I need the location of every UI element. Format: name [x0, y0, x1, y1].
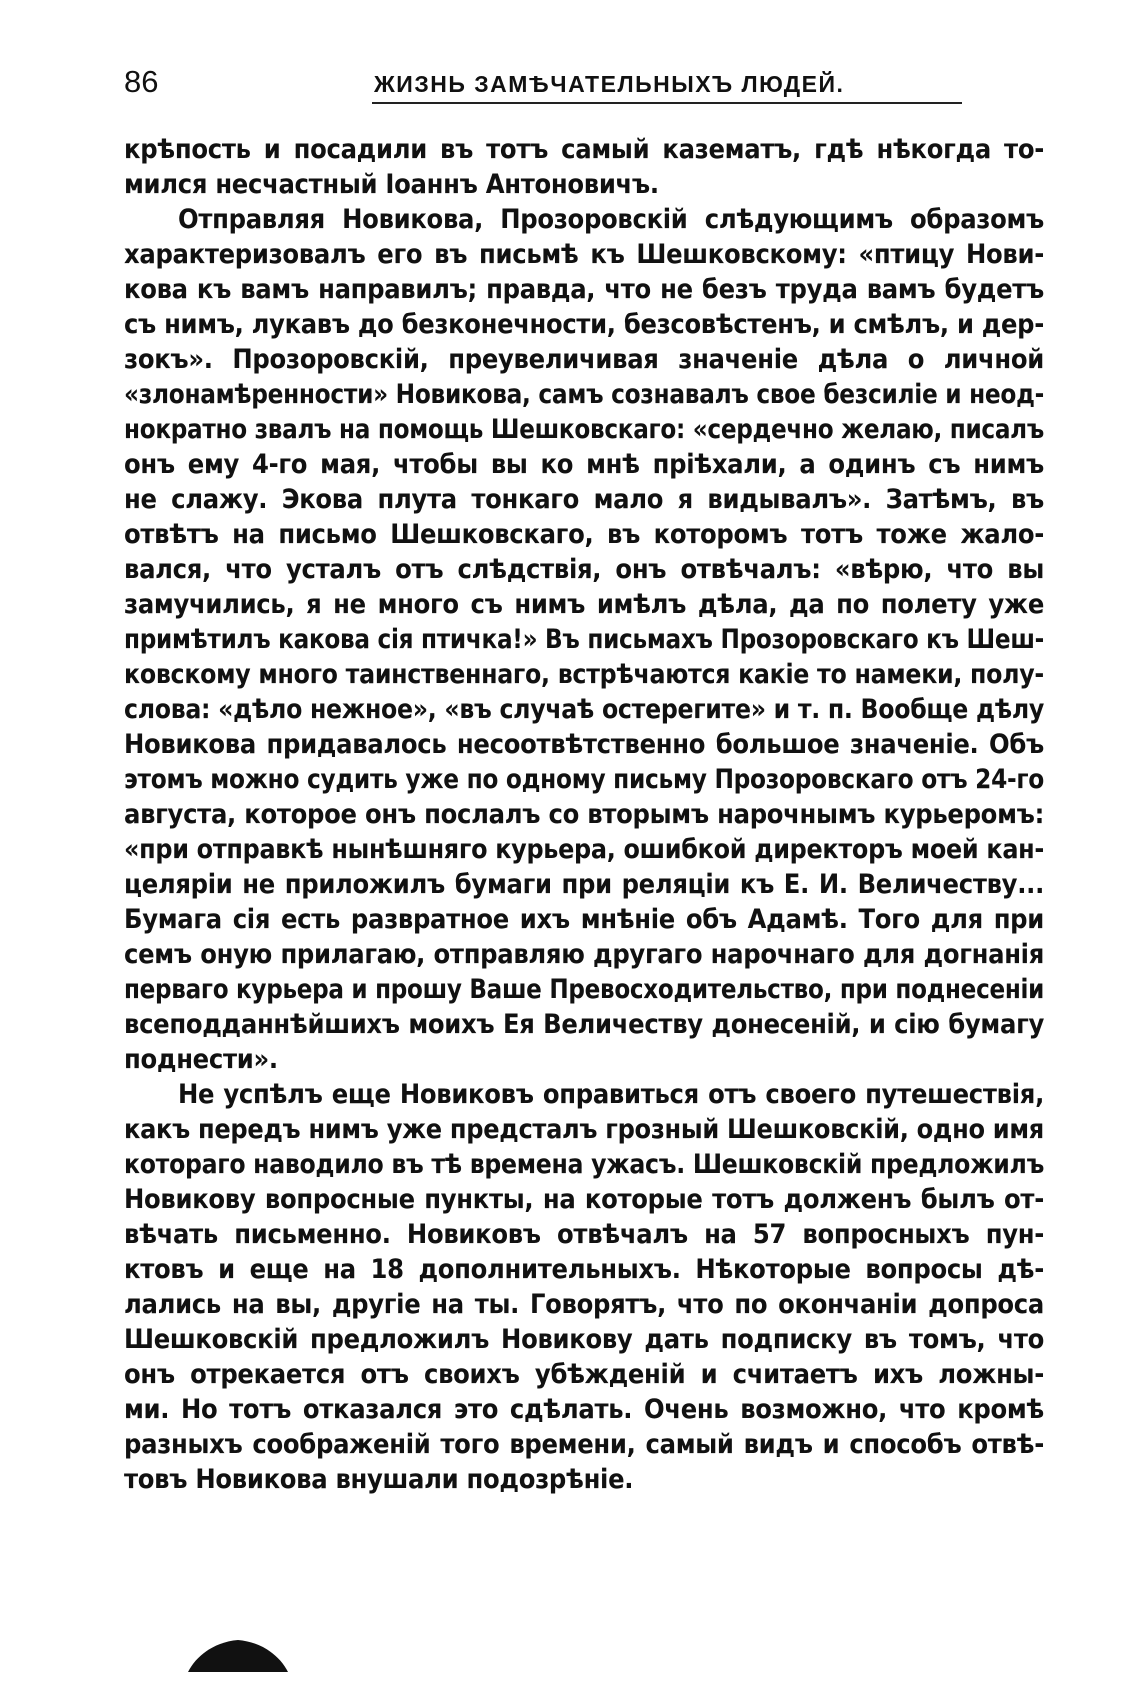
text-line: целяріи не приложилъ бумаги при реляціи къ Е. И. Величеству...: [124, 869, 1044, 900]
text-line: вался, что усталъ отъ слѣдствія, онъ отвѣчалъ: «вѣрю, что вы: [124, 554, 1044, 585]
text-line: «при отправкѣ нынѣшняго курьера, ошибкой директоръ моей кан-: [124, 834, 1045, 865]
text-line: съ нимъ, лукавъ до безконечности, безсовѣстенъ, и смѣлъ, и дер-: [124, 309, 1044, 340]
body-text: [124, 132, 1044, 1497]
text-line: разныхъ соображеній того времени, самый видъ и способъ отвѣ-: [124, 1429, 1044, 1460]
text-line: отвѣтъ на письмо Шешковскаго, въ которомъ тотъ тоже жало-: [124, 519, 1044, 550]
text-line: слова: «дѣло нежное», «въ случаѣ остерегите» и т. п. Вообще дѣлу: [124, 694, 1045, 725]
running-title: ЖИЗНЬ ЗАМѢЧАТЕЛЬНЫХЪ ЛЮДЕЙ.: [374, 71, 845, 97]
text-line: котораго наводило въ тѣ времена ужасъ. Шешковскій предложилъ: [124, 1149, 1045, 1180]
text-line: этомъ можно судить уже по одному письму Прозоровскаго отъ 24-го: [124, 764, 1045, 795]
text-line: товъ Новикова внушали подозрѣніе.: [124, 1464, 634, 1495]
text-line: крѣпость и посадили въ тотъ самый казематъ, гдѣ нѣкогда то-: [124, 134, 1044, 165]
text-line: всеподданнѣйшихъ моихъ Ея Величеству донесеній, и сію бумагу: [124, 1009, 1044, 1040]
text-line: не слажу. Экова плута тонкаго мало я видывалъ». Затѣмъ, въ: [124, 484, 1044, 515]
text-line: Новикова придавалось несоотвѣтственно большое значеніе. Объ: [124, 729, 1044, 760]
text-line: лались на вы, другіе на ты. Говорятъ, что по окончаніи допроса: [124, 1289, 1044, 1320]
text-line: Шешковскій предложилъ Новикову дать подписку въ томъ, что: [124, 1324, 1044, 1355]
text-line: Новикову вопросные пункты, на которые тотъ долженъ былъ от-: [124, 1184, 1044, 1215]
text-line: примѣтилъ какова сія птичка!» Въ письмахъ Прозоровскаго къ Шеш-: [124, 624, 1045, 655]
text-line: Отправляя Новикова, Прозоровскій слѣдующимъ образомъ: [178, 204, 1044, 235]
text-line: Бумага сія есть развратное ихъ мнѣніе объ Адамѣ. Того для при: [124, 904, 1044, 935]
text-line: ктовъ и еще на 18 дополнительныхъ. Нѣкоторые вопросы дѣ-: [124, 1254, 1044, 1285]
text-line: зокъ». Прозоровскій, преувеличивая значеніе дѣла о личной: [124, 344, 1044, 375]
text-line: кова къ вамъ направилъ; правда, что не безъ труда вамъ будетъ: [124, 274, 1044, 305]
text-line: ковскому много таинственнаго, встрѣчаются какіе то намеки, полу-: [124, 659, 1044, 690]
text-line: вѣчать письменно. Новиковъ отвѣчалъ на 57 вопросныхъ пун-: [124, 1219, 1044, 1250]
text-line: Не успѣлъ еще Новиковъ оправиться отъ своего путешествія,: [178, 1079, 1044, 1110]
text-line: нократно звалъ на помощь Шешковскаго: «сердечно желаю, писалъ: [124, 414, 1044, 445]
page-header: [124, 58, 1044, 106]
text-line: поднести».: [124, 1044, 278, 1075]
text-line: замучились, я не много съ нимъ имѣлъ дѣла, да по полету уже: [124, 589, 1044, 620]
text-line: мился несчастный Іоаннъ Антоновичъ.: [124, 169, 659, 200]
text-line: перваго курьера и прошу Ваше Превосходительство, при поднесеніи: [124, 974, 1045, 1005]
text-line: ми. Но тотъ отказался это сдѣлать. Очень возможно, что кромѣ: [124, 1394, 1044, 1425]
text-line: августа, которое онъ послалъ со вторымъ нарочнымъ курьеромъ:: [124, 799, 1044, 830]
half-disc-ornament-icon: [186, 1636, 290, 1674]
ornament-shape: [188, 1640, 288, 1672]
text-line: онъ ему 4-го мая, чтобы вы ко мнѣ пріѣхали, а одинъ съ нимъ: [124, 449, 1044, 480]
text-line: «злонамѣренности» Новикова, самъ сознавалъ свое безсиліе и неод-: [124, 379, 1045, 410]
page-number: 86: [124, 64, 159, 99]
header-rule: [372, 102, 962, 104]
text-line: какъ передъ нимъ уже предсталъ грозный Шешковскій, одно имя: [124, 1114, 1044, 1145]
text-line: онъ отрекается отъ своихъ убѣжденій и считаетъ ихъ ложны-: [124, 1359, 1044, 1390]
text-line: характеризовалъ его въ письмѣ къ Шешковскому: «птицу Нови-: [124, 239, 1044, 270]
text-line: семъ оную прилагаю, отправляю другаго нарочнаго для догнанія: [124, 939, 1044, 970]
